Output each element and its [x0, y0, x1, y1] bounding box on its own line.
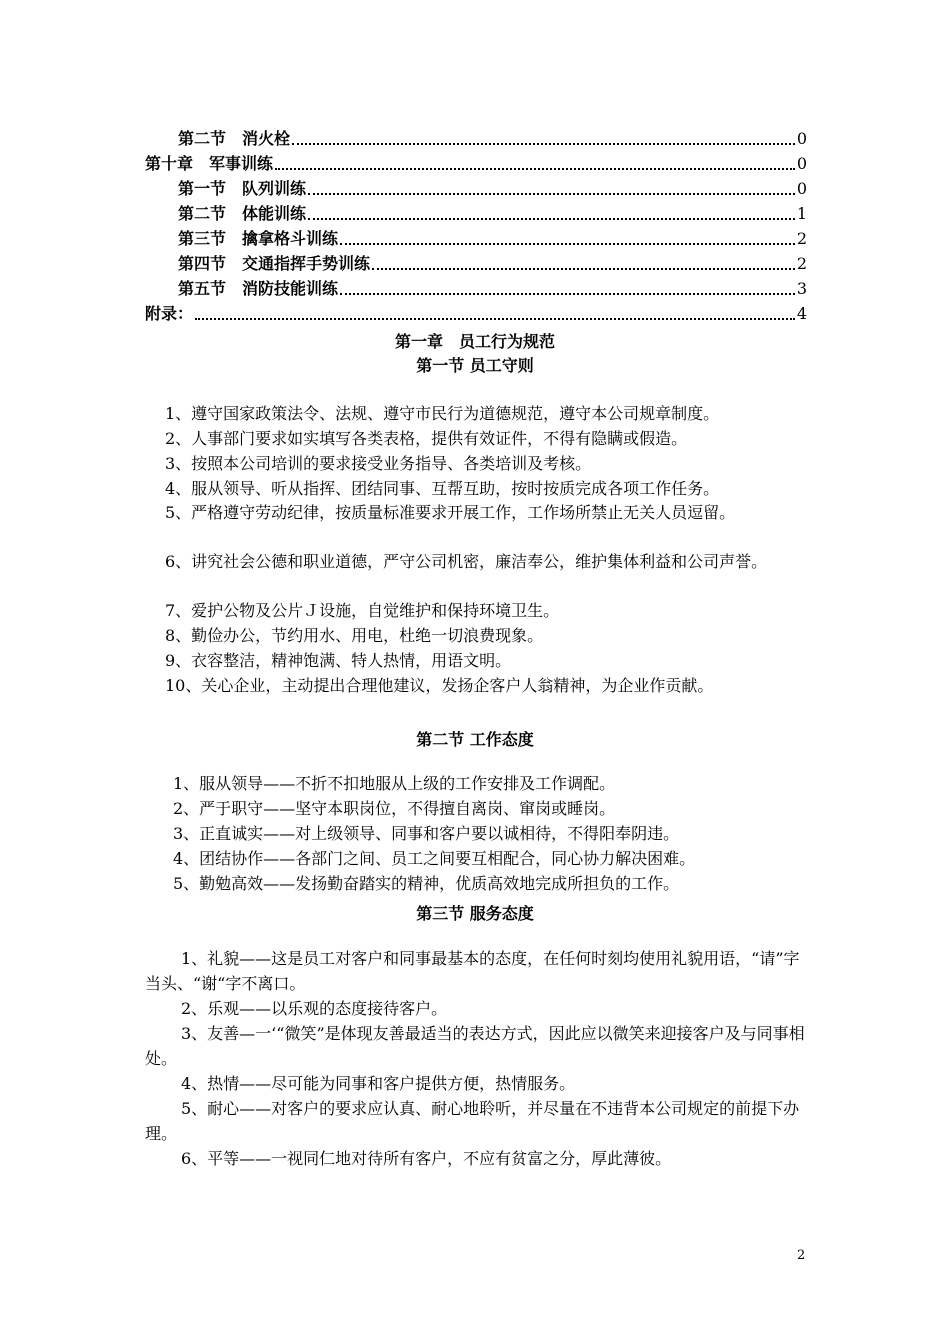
section-title: 第一节 员工守则 — [416, 356, 534, 375]
service-item: 4、热情——尽可能为同事和客户提供方便，热情服务。 — [181, 1074, 576, 1093]
toc-entry-label: 第四节 交通指挥手势训练 — [178, 254, 371, 273]
toc-entry-page: 3 — [796, 279, 807, 298]
rule-item: 3、按照本公司培训的要求接受业务指导、各类培训及考核。 — [165, 454, 592, 473]
toc-leader — [275, 168, 795, 170]
toc-entry-label: 第二节 消火栓 — [178, 129, 291, 148]
toc-entry — [178, 274, 807, 300]
toc-leader — [308, 218, 795, 220]
toc-entry-label: 第二节 体能训练 — [178, 204, 307, 223]
toc-entry-page: 2 — [796, 254, 807, 273]
rule-item: 2、人事部门要求如实填写各类表格，提供有效证件，不得有隐瞒或假造。 — [165, 429, 688, 448]
toc-leader — [195, 318, 795, 320]
toc-entry-page: 0 — [796, 129, 807, 148]
toc-entry — [178, 199, 807, 225]
attitude-item: 1、服从领导——不折不扣地服从上级的工作安排及工作调配。 — [173, 774, 616, 793]
toc-leader — [340, 293, 795, 295]
toc-entry-label: 第三节 擒拿格斗训练 — [178, 229, 339, 248]
toc-leader — [372, 268, 795, 270]
toc-leader — [308, 193, 795, 195]
attitude-item: 4、团结协作——各部门之间、员工之间要互相配合，同心协力解决困难。 — [173, 849, 696, 868]
toc-entry — [178, 224, 807, 250]
attitude-item: 2、严于职守——坚守本职岗位，不得擅自离岗、窜岗或睡岗。 — [173, 799, 616, 818]
page-number: 2 — [797, 1248, 806, 1263]
toc-entry-page: 2 — [796, 229, 807, 248]
chapter-title: 第一章 员工行为规范 — [394, 332, 555, 351]
toc-entry-label: 第一节 队列训练 — [178, 179, 307, 198]
toc-entry-page: 4 — [796, 304, 807, 323]
toc-entry — [145, 299, 807, 325]
toc-entry-label: 附录： — [145, 304, 194, 323]
service-item: 5、耐心——对客户的要求应认真、耐心地聆听，并尽量在不违背本公司规定的前提下办理。 — [145, 1099, 800, 1143]
attitude-item: 3、正直诚实——对上级领导、同事和客户要以诚相待，不得阳奉阴违。 — [173, 824, 680, 843]
toc-entry-label: 第十章 军事训练 — [145, 154, 274, 173]
rule-item: 9、衣容整洁，精神饱满、特人热情，用语文明。 — [165, 651, 512, 670]
rule-item: 8、勤俭办公，节约用水、用电，杜绝一切浪费现象。 — [165, 626, 544, 645]
section-title: 第三节 服务态度 — [416, 904, 534, 923]
service-item: 3、友善—一‘“微笑”是体现友善最适当的表达方式，因此应以微笑来迎接客户及与同事相处。 — [145, 1024, 805, 1068]
toc-entry — [178, 124, 807, 150]
toc-entry-page: 1 — [796, 204, 807, 223]
section-title: 第二节 工作态度 — [416, 730, 534, 749]
attitude-item: 5、勤勉高效——发扬勤奋踏实的精神，优质高效地完成所担负的工作。 — [173, 874, 680, 893]
toc-leader — [292, 143, 795, 145]
toc-entry-label: 第五节 消防技能训练 — [178, 279, 339, 298]
service-item: 2、乐观——以乐观的态度接待客户。 — [181, 999, 448, 1018]
rule-item: 4、服从领导、听从指挥、团结同事、互帮互助，按时按质完成各项工作任务。 — [165, 479, 720, 498]
toc-entry — [178, 174, 807, 200]
toc-entry — [145, 149, 807, 175]
service-item: 1、礼貌——这是员工对客户和同事最基本的态度，在任何时刻均使用礼貌用语，“请”字当头、“谢“字不离口。 — [145, 949, 800, 993]
rule-item: 5、严格遵守劳动纪律，按质量标准要求开展工作，工作场所禁止无关人员逗留。 — [165, 503, 736, 522]
toc-entry-page: 0 — [796, 154, 807, 173]
rule-item: 7、爱护公物及公片Ｊ设施，自觉维护和保持环境卫生。 — [165, 601, 560, 620]
rule-item: 1、遵守国家政策法令、法规、遵守市民行为道德规范，遵守本公司规章制度。 — [165, 404, 720, 423]
rule-item: 10、关心企业，主动提出合理他建议，发扬企客户人翁精神，为企业作贡献。 — [165, 676, 714, 695]
service-item: 6、平等——一视同仁地对待所有客户，不应有贫富之分，厚此薄彼。 — [181, 1149, 672, 1168]
toc-entry — [178, 249, 807, 275]
rule-item: 6、讲究社会公德和职业道德，严守公司机密，廉洁奉公，维护集体利益和公司声誉。 — [165, 552, 768, 571]
toc-leader — [340, 243, 795, 245]
toc-entry-page: 0 — [796, 179, 807, 198]
